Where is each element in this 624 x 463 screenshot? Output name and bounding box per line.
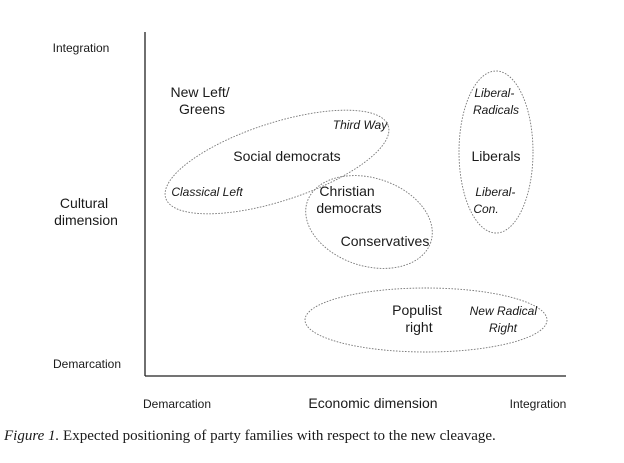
new-radical-right-label: New Radical Right: [469, 304, 538, 335]
x-right-label: Integration: [509, 397, 567, 411]
x-left-label: Demarcation: [142, 397, 212, 411]
classical-left-label: Classical Left: [171, 185, 243, 199]
liberal-con-label: Liberal- Con.: [473, 185, 516, 216]
figure-caption-text: Expected positioning of party families with respect to the new cleavage.: [63, 428, 496, 444]
populist-right-label: Populist right: [392, 302, 442, 335]
liberals-label: Liberals: [471, 148, 521, 164]
liberal-radicals-label: Liberal- Radicals: [472, 86, 520, 117]
christian-democrats-label: Christian democrats: [316, 183, 382, 216]
y-top-label: Integration: [52, 41, 110, 55]
x-axis-title: Economic dimension: [308, 395, 438, 411]
new-left-greens-label: New Left/ Greens: [170, 84, 230, 117]
figure-caption: [4, 428, 620, 445]
y-bottom-label: Demarcation: [52, 357, 122, 371]
figure-caption-label: Figure 1.: [4, 428, 60, 444]
social-democrats-label: Social democrats: [233, 148, 341, 164]
third-way-label: Third Way: [332, 118, 388, 132]
conservatives-label: Conservatives: [340, 233, 430, 249]
y-axis-title: Cultural dimension: [54, 195, 118, 228]
christian-conservative-ellipse: [294, 160, 445, 284]
